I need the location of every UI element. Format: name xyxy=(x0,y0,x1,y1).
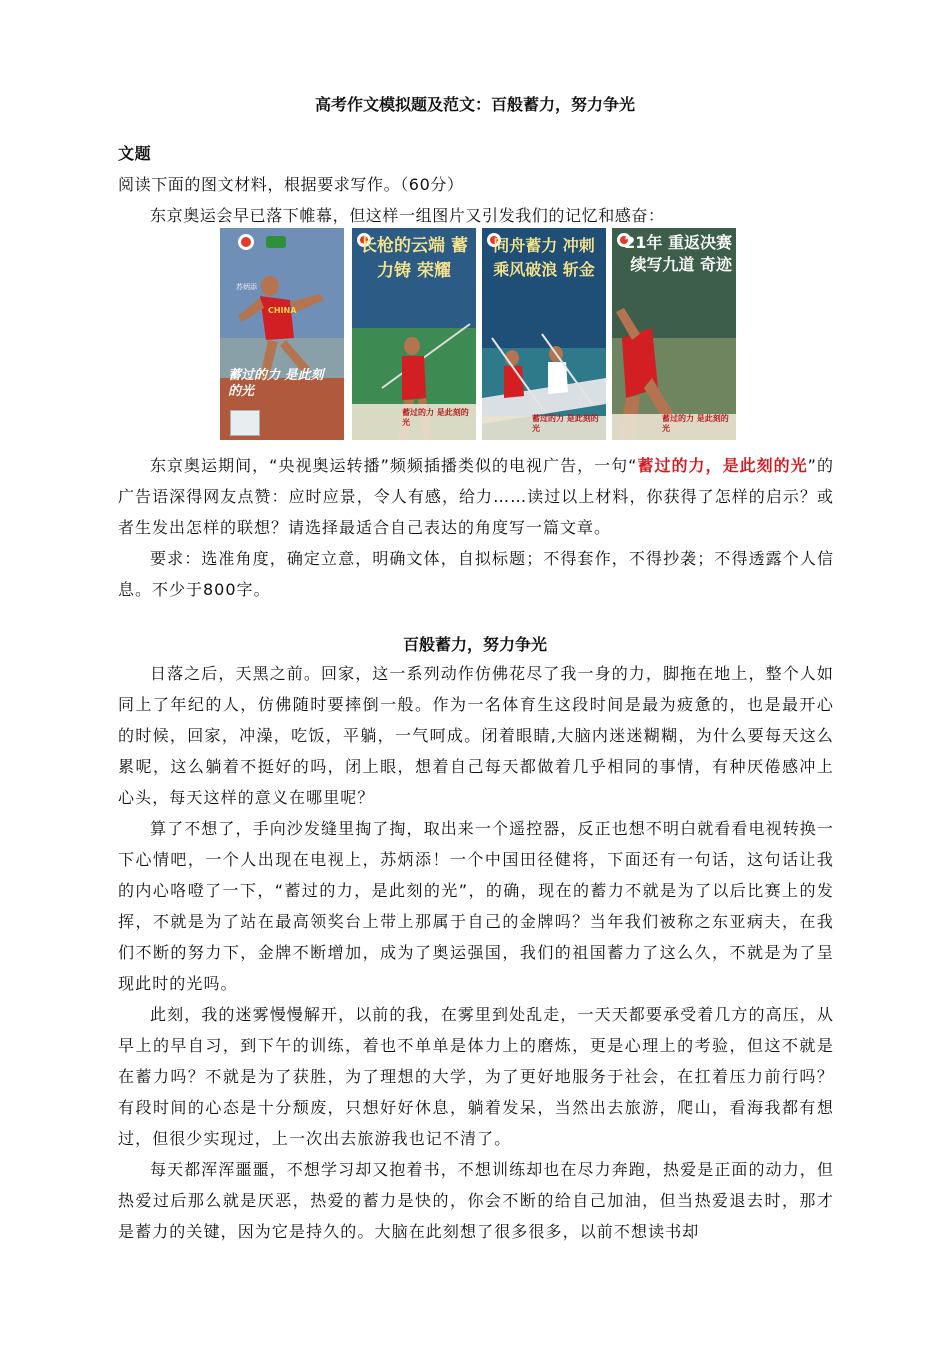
essay-title: 百般蓄力，努力争光 xyxy=(402,635,547,654)
poster-1 xyxy=(220,228,344,440)
intro-text: 东京奥运会早已落下帷幕，但这样一组图片又引发我们的记忆和感奋： xyxy=(150,206,665,225)
poster-4-caption: 蓄过的力 是此刻的光 xyxy=(662,414,729,433)
essay-paragraph-4: 每天都浑浑噩噩，不想学习却又抱着书，不想训练却也在尽力奔跑，热爱是正面的动力，但热爱过后那么就是厌恶，热爱的蓄力是快的，你会不断的给自己加油，但当热爱退去时，那才是蓄力的关键，因为它是持久的。大脑在此刻想了很多很多，以前不想读书却 xyxy=(118,1160,835,1241)
instruction-text: 阅读下面的图文材料，根据要求写作。（60分） xyxy=(118,175,464,194)
material-text-a: 东京奥运期间，“央视奥运转播”频频插播类似的电视广告，一句“ xyxy=(150,456,638,475)
poster-1-headline: 蓄过的力 是此刻的光 xyxy=(228,368,324,399)
poster-3-caption: 蓄过的力 是此刻的光 xyxy=(532,414,599,433)
document-title: 高考作文模拟题及范文：百般蓄力，努力争光 xyxy=(314,95,635,114)
essay-paragraph-3: 此刻，我的迷雾慢慢解开，以前的我，在雾里到处乱走，一天天都要承受着几方的高压，从早上的早自习，到下午的训练，着也不单单是体力上的磨炼，更是心理上的考验，但这不就是在蓄力吗？不就是为了获胜，为了理想的大学，为了更好地服务于社会，在扛着压力前行吗？有段时间的心态是十分颓废，只想好好休息，躺着发呆，当然出去旅游，爬山，看海我都有想过，但很少实现过，上一次出去旅游我也记不清了。 xyxy=(118,1005,835,1148)
material-section xyxy=(118,450,834,605)
section-label: 文题 xyxy=(118,144,152,163)
requirement-text: 要求：选准角度，确定立意，明确文体，自拟标题；不得套作，不得抄袭；不得透露个人信息。不少于800字。 xyxy=(118,549,834,599)
poster-2-caption: 蓄过的力 是此刻的光 xyxy=(402,408,469,427)
poster-3 xyxy=(482,228,606,440)
material-paragraph xyxy=(118,450,834,543)
poster-gallery xyxy=(220,228,734,440)
poster-4 xyxy=(612,228,736,440)
poster-1-name: 苏炳添 xyxy=(236,283,257,291)
essay-paragraph-2: 算了不想了，手向沙发缝里掏了掏，取出来一个遥控器，反正也想不明白就看看电视转换一下心情吧，一个人出现在电视上，苏炳添！一个中国田径健将，下面还有一句话，这句话让我的内心咯噔了一下，“蓄过的力，是此刻的光”，的确，现在的蓄力不就是为了以后比赛上的发挥，不就是为了站在最高领奖台上带上那属于自己的金牌吗？当年我们被称之东亚病夫，在我们不断的努力下，金牌不断增加，成为了奥运强国，我们的祖国蓄力了这么久，不就是为了呈现此时的光吗。 xyxy=(118,819,835,993)
poster-4-headline: 21年 重返决赛 续写九道 奇迹 xyxy=(624,233,732,274)
poster-2 xyxy=(352,228,476,440)
essay-body xyxy=(118,658,834,1247)
prompt-section xyxy=(118,138,834,231)
poster-2-headline: 长枪的云端 蓄力铸 荣耀 xyxy=(360,236,468,281)
product-box-1 xyxy=(230,410,260,436)
slogan-highlight: 蓄过的力，是此刻的光 xyxy=(637,456,808,475)
material-text-b: ”的广告语深得网友点赞：应时应景，令人有感，给力……读过以上材料，你获得了怎样的启示？或者生发出怎样的联想？请选择最适合自己表达的角度写一篇文章。 xyxy=(118,456,834,537)
poster-1-jersey: CHINA xyxy=(268,306,297,315)
poster-3-headline: 同舟蓄力 冲刺 乘风破浪 斩金 xyxy=(493,236,595,279)
essay-paragraph-1: 日落之后，天黑之前。回家，这一系列动作仿佛花尽了我一身的力，脚拖在地上，整个人如同上了年纪的人，仿佛随时要摔倒一般。作为一名体育生这段时间是最为疲惫的，也是最开心的时候，回家，冲澡，吃饭，平躺，一气呵成。闭着眼睛,大脑内迷迷糊糊，为什么要每天这么累呢，这么躺着不挺好的吗，闭上眼，想着自己每天都做着几乎相同的事情，有种厌倦感冲上心头，每天这样的意义在哪里呢？ xyxy=(118,664,835,807)
